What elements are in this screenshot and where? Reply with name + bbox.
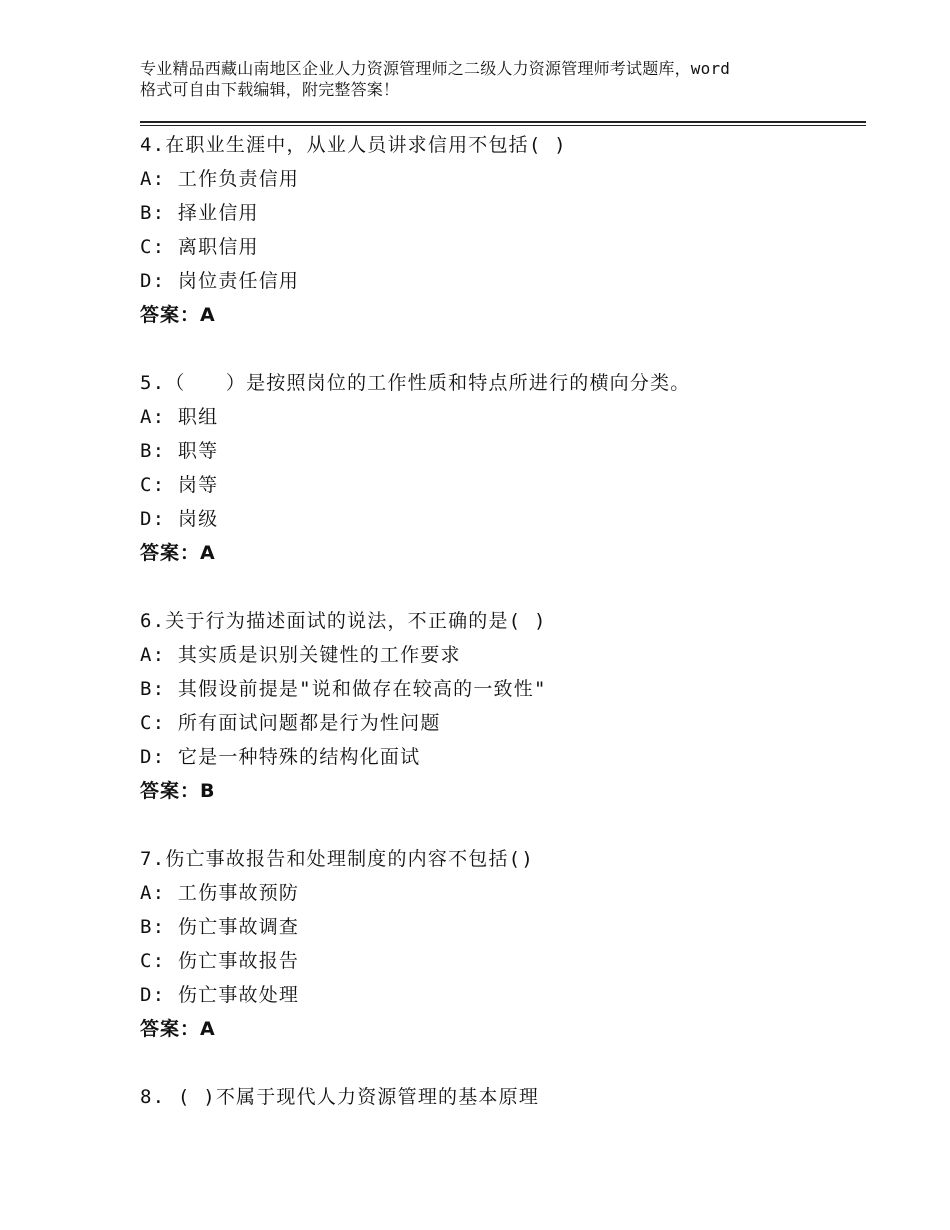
question-8 (140, 1080, 860, 1114)
answer-label: 答案：A (140, 1018, 216, 1040)
option-d: D: 伤亡事故处理 (140, 984, 300, 1006)
option-c: C: 伤亡事故报告 (140, 950, 300, 972)
answer-label: 答案：A (140, 304, 216, 326)
question-stem: 8. ( )不属于现代人力资源管理的基本原理 (140, 1086, 540, 1108)
header-line-1: 专业精品西藏山南地区企业人力资源管理师之二级人力资源管理师考试题库，word (140, 59, 731, 78)
question-5 (140, 366, 860, 570)
header-line-2: 格式可自由下载编辑，附完整答案！ (140, 80, 400, 99)
spacer (140, 808, 860, 842)
question-7 (140, 842, 860, 1046)
answer-label: 答案：A (140, 542, 216, 564)
document-header (140, 58, 840, 100)
question-stem: 6.关于行为描述面试的说法，不正确的是( ) (140, 610, 547, 632)
question-stem: 7.伤亡事故报告和处理制度的内容不包括() (140, 848, 534, 870)
option-b: B: 伤亡事故调查 (140, 916, 300, 938)
option-a: A: 工作负责信用 (140, 168, 300, 190)
option-b: B: 其假设前提是"说和做存在较高的一致性" (140, 678, 547, 700)
option-c: C: 岗等 (140, 474, 219, 496)
spacer (140, 570, 860, 604)
option-d: D: 它是一种特殊的结构化面试 (140, 746, 421, 768)
option-a: A: 其实质是识别关键性的工作要求 (140, 644, 461, 666)
spacer (140, 332, 860, 366)
option-a: A: 职组 (140, 406, 219, 428)
option-c: C: 所有面试问题都是行为性问题 (140, 712, 441, 734)
option-d: D: 岗位责任信用 (140, 270, 300, 292)
option-b: B: 职等 (140, 440, 219, 462)
option-a: A: 工伤事故预防 (140, 882, 300, 904)
option-c: C: 离职信用 (140, 236, 259, 258)
answer-label: 答案：B (140, 780, 216, 802)
header-divider (140, 121, 866, 126)
question-4 (140, 128, 860, 332)
question-6 (140, 604, 860, 808)
question-list (140, 128, 860, 1114)
option-b: B: 择业信用 (140, 202, 259, 224)
question-stem: 5.（ ）是按照岗位的工作性质和特点所进行的横向分类。 (140, 372, 691, 394)
question-stem: 4.在职业生涯中，从业人员讲求信用不包括( ) (140, 134, 567, 156)
option-d: D: 岗级 (140, 508, 219, 530)
spacer (140, 1046, 860, 1080)
